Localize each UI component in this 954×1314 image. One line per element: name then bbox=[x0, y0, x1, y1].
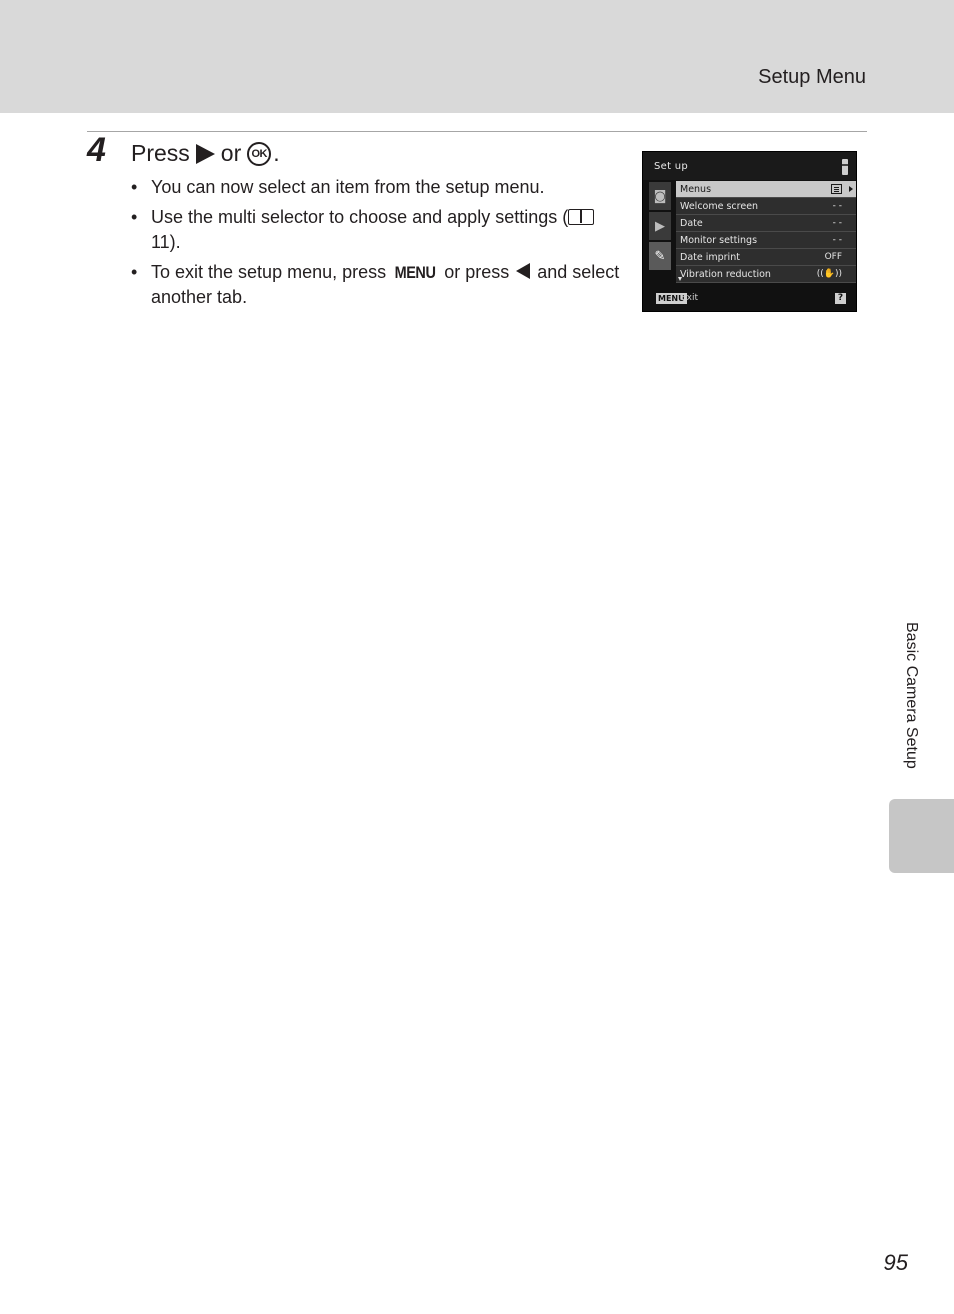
page-reference: 11). bbox=[151, 232, 181, 252]
scrollbar-icon bbox=[842, 159, 848, 175]
section-side-label: Basic Camera Setup bbox=[903, 622, 920, 769]
chevron-right-icon bbox=[849, 186, 853, 192]
step-number: 4 bbox=[87, 131, 106, 169]
step-heading bbox=[131, 140, 280, 167]
section-divider bbox=[87, 131, 867, 132]
camera-screen-footer bbox=[643, 288, 857, 312]
camera-screen-title: Set up bbox=[654, 161, 689, 172]
camera-setup-screen bbox=[642, 151, 857, 312]
left-arrow-icon bbox=[516, 263, 530, 279]
step-heading-press: Press bbox=[131, 140, 190, 166]
menu-item-value: - - bbox=[832, 201, 842, 211]
menus-list-icon bbox=[831, 184, 842, 194]
menu-item-label: Monitor settings bbox=[680, 234, 758, 246]
step-heading-end: . bbox=[273, 140, 280, 166]
page-number: 95 bbox=[883, 1250, 908, 1275]
camera-screen-titlebar bbox=[643, 152, 857, 180]
exit-label: Exit bbox=[681, 293, 699, 303]
header-band bbox=[0, 0, 954, 113]
list-item bbox=[131, 260, 631, 310]
bullet-text: To exit the setup menu, press bbox=[151, 262, 392, 282]
vibration-reduction-icon: ((✋)) bbox=[816, 269, 842, 279]
list-item bbox=[676, 266, 856, 283]
menu-button-icon: MENU bbox=[658, 294, 685, 303]
menu-item-label: Date bbox=[680, 217, 703, 229]
list-item bbox=[676, 249, 856, 266]
wrench-icon: ✎ bbox=[649, 242, 671, 270]
step-heading-or: or bbox=[220, 140, 242, 166]
menu-item-label: Welcome screen bbox=[680, 200, 759, 212]
menu-item-label: Date imprint bbox=[680, 251, 740, 263]
list-item bbox=[676, 198, 856, 215]
list-item bbox=[131, 205, 631, 255]
menu-item-value: - - bbox=[832, 235, 842, 245]
bullet-text: and select another tab. bbox=[151, 262, 620, 307]
menu-item-value: - - bbox=[832, 218, 842, 228]
reference-book-icon bbox=[568, 209, 594, 225]
page-header-title: Setup Menu bbox=[758, 66, 866, 88]
list-item bbox=[131, 175, 631, 200]
bullet-text: Use the multi selector to choose and apply settings ( bbox=[151, 207, 569, 227]
camera-icon: ◙ bbox=[649, 182, 671, 210]
scroll-down-icon bbox=[678, 277, 682, 281]
bullet-text: You can now select an item from the setup menu. bbox=[151, 177, 545, 197]
menu-item-label: Vibration reduction bbox=[680, 268, 771, 280]
right-arrow-icon bbox=[196, 144, 215, 164]
camera-menu-tabs bbox=[649, 182, 671, 270]
list-item bbox=[676, 232, 856, 249]
list-item bbox=[676, 215, 856, 232]
bullet-text: or press bbox=[439, 262, 515, 282]
section-thumb-tab bbox=[889, 799, 954, 873]
menu-item-label: Menus bbox=[680, 183, 712, 195]
camera-menu-list bbox=[676, 181, 856, 283]
menu-button-icon: MENU bbox=[394, 263, 436, 282]
movie-icon: ▶ bbox=[649, 212, 671, 240]
help-icon: ? bbox=[835, 293, 846, 304]
menu-item-value: OFF bbox=[824, 252, 842, 262]
instruction-list bbox=[131, 175, 631, 315]
list-item bbox=[676, 181, 856, 198]
ok-button-icon: OK bbox=[247, 142, 271, 166]
